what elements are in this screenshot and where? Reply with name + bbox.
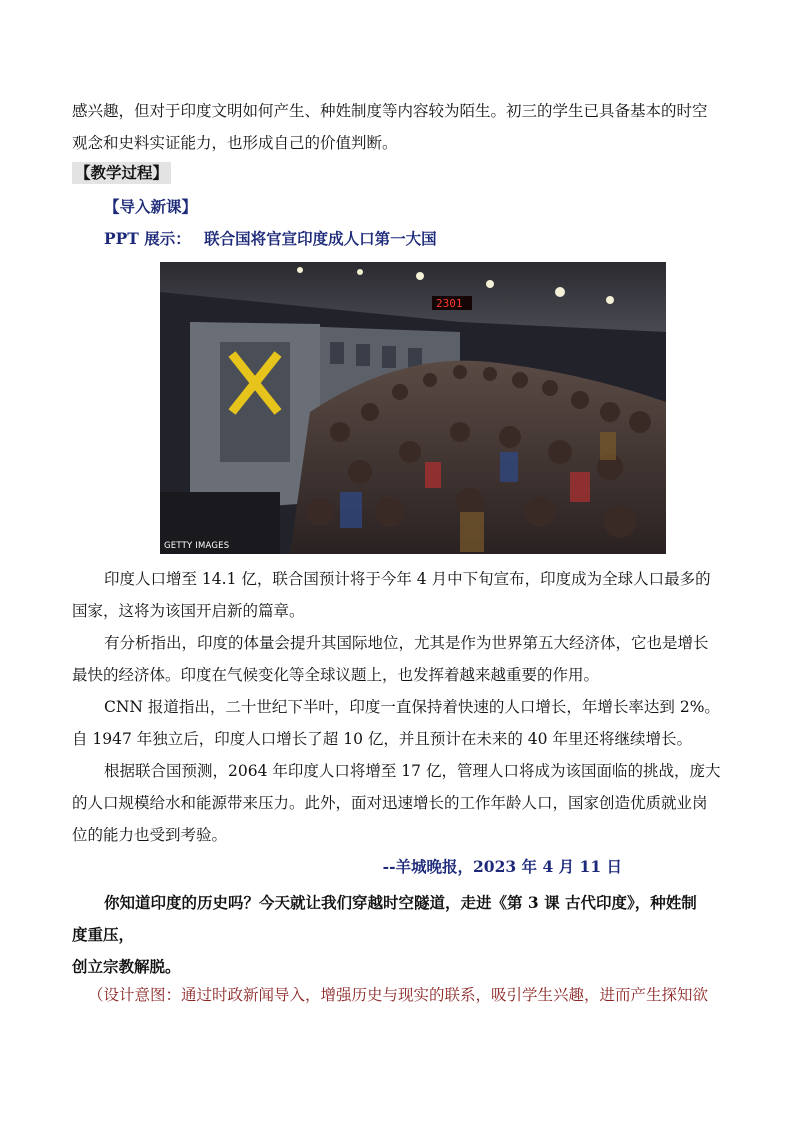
section-lead-in: 【导入新课】 — [104, 197, 198, 216]
news-p4-line2: 的人口规模给水和能源带来压力。此外，面对迅速增长的工作年龄人口，国家创造优质就业岗 — [72, 794, 708, 812]
ppt-title: 联合国将官宣印度成人口第一大国 — [204, 229, 437, 248]
photo-credit: GETTY IMAGES — [164, 541, 230, 551]
intro-line-1: 感兴趣，但对于印度文明如何产生、种姓制度等内容较为陌生。初三的学生已具备基本的时空 — [72, 102, 708, 120]
news-p1-line2: 国家，这将为该国开启新的篇章。 — [72, 602, 305, 620]
section-teaching-process: 【教学过程】 — [72, 162, 171, 184]
question-line2: 度重压， — [72, 925, 135, 944]
news-photo — [160, 262, 666, 554]
news-p3-line2: 自 1947 年独立后，印度人口增长了超 10 亿，并且预计在未来的 40 年里还将继续增长。 — [72, 730, 692, 748]
intro-line-2: 观念和史料实证能力，也形成自己的价值判断。 — [72, 134, 398, 152]
news-p4-line3: 位的能力也受到考验。 — [72, 826, 228, 844]
ppt-prefix: PPT 展示： — [104, 229, 191, 248]
station-crowd-illustration — [160, 262, 666, 554]
news-p2-line1: 有分析指出，印度的体量会提升其国际地位，尤其是作为世界第五大经济体，它也是增长 — [104, 634, 709, 652]
question-line3: 创立宗教解脱。 — [72, 957, 181, 976]
news-p4-line1: 根据联合国预测，2064 年印度人口将增至 17 亿，管理人口将成为该国面临的挑战，庞大 — [104, 762, 721, 780]
ppt-heading — [104, 228, 732, 250]
news-source: --羊城晚报，2023 年 4 月 11 日 — [382, 857, 622, 876]
question-line1: 你知道印度的历史吗？今天就让我们穿越时空隧道，走进《第 3 课 古代印度》，种姓制 — [104, 893, 697, 912]
news-p2-line2: 最快的经济体。印度在气候变化等全球议题上，也发挥着越来越重要的作用。 — [72, 666, 600, 684]
news-p1-line1: 印度人口增至 14.1 亿，联合国预计将于今年 4 月中下旬宣布，印度成为全球人口最多的 — [104, 570, 711, 588]
platform-sign-text: 2301 — [436, 297, 463, 310]
news-p3-line1: CNN 报道指出，二十世纪下半叶，印度一直保持着快速的人口增长，年增长率达到 2%。 — [104, 698, 720, 716]
design-intent-line1: （设计意图：通过时政新闻导入，增强历史与现实的联系，吸引学生兴趣，进而产生探知欲 — [88, 986, 709, 1004]
